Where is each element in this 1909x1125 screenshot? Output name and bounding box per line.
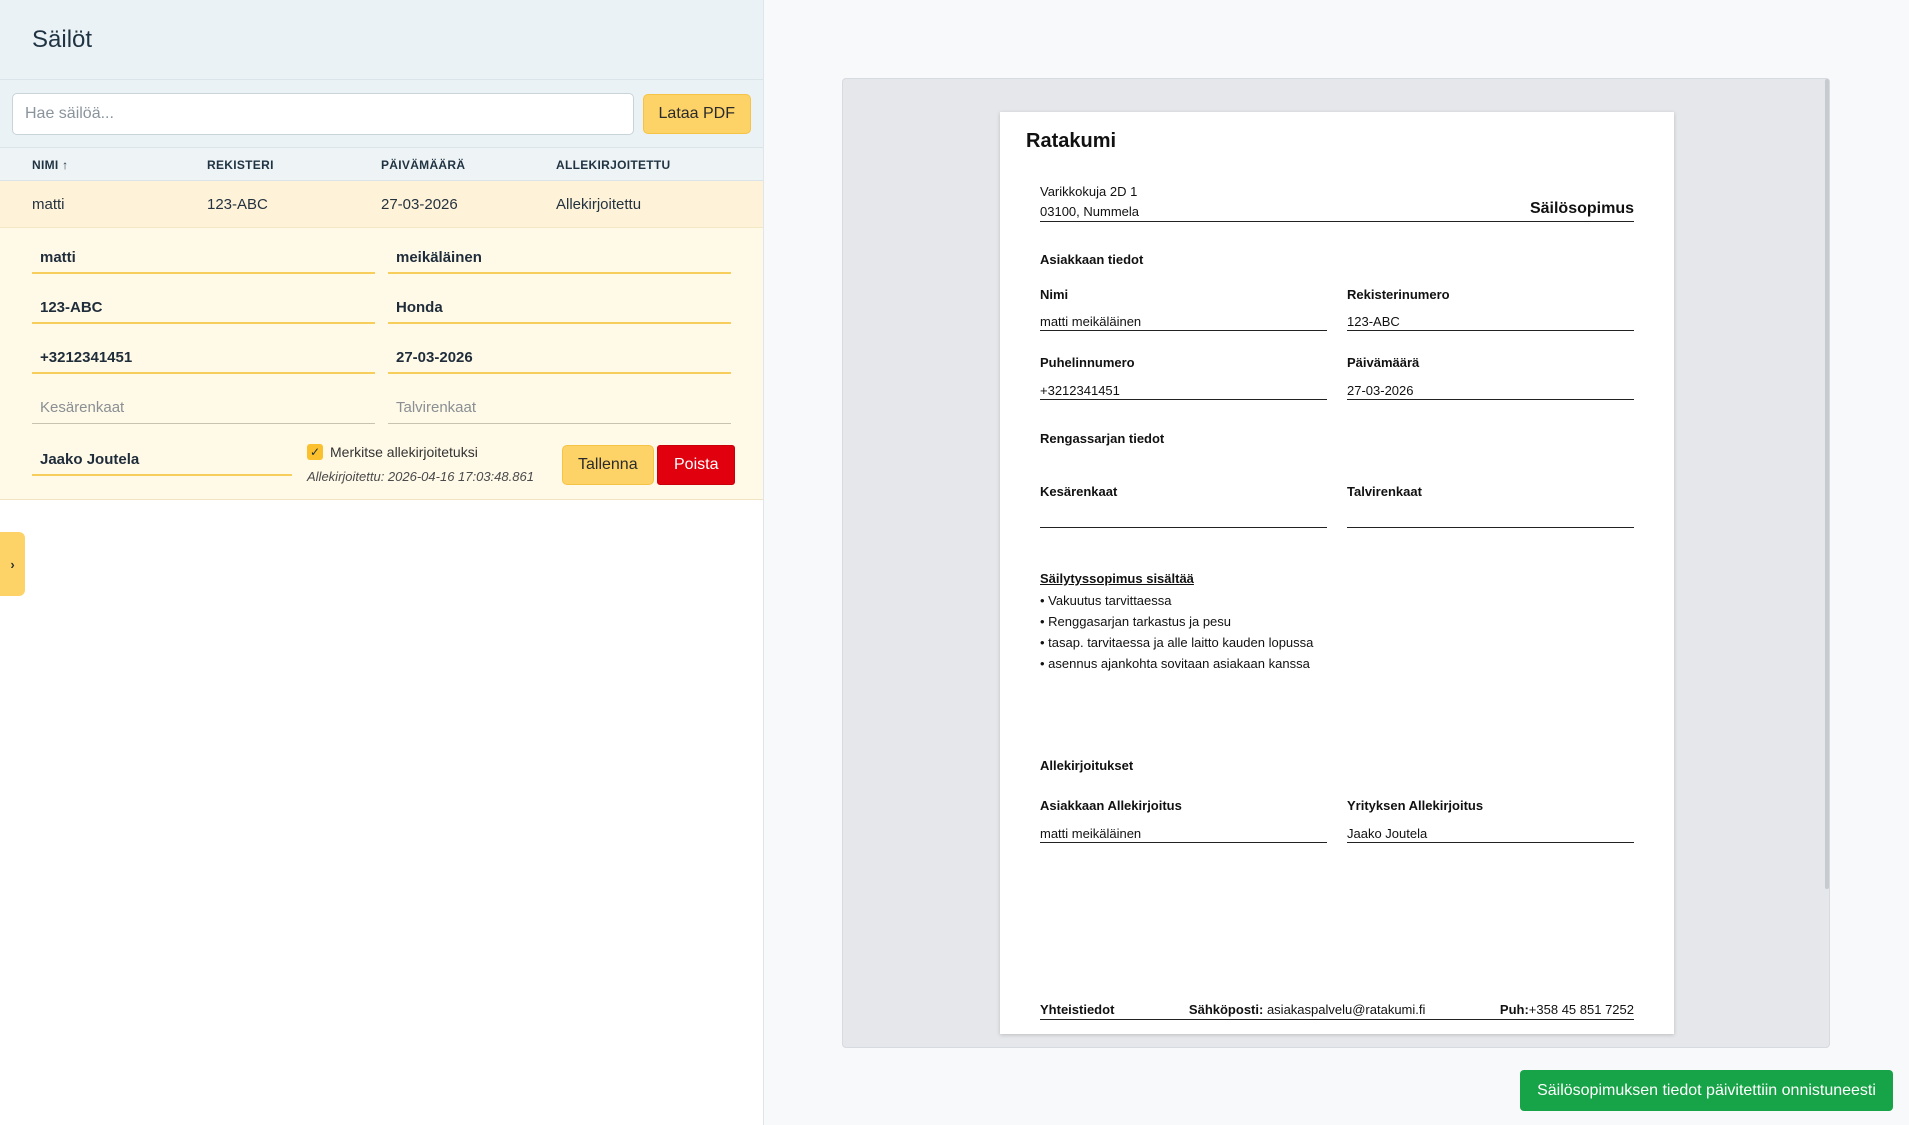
plate-value: 123-ABC bbox=[1347, 314, 1400, 329]
company-name: Ratakumi bbox=[1026, 130, 1117, 152]
success-toast[interactable]: Säilösopimuksen tiedot päivitettiin onnistuneesti bbox=[1520, 1070, 1893, 1111]
plate-label: Rekisterinumero bbox=[1347, 287, 1450, 302]
first-name-field[interactable] bbox=[32, 242, 375, 274]
phone-field[interactable] bbox=[32, 342, 375, 374]
address-line2: 03100, Nummela bbox=[1040, 204, 1139, 219]
row-signed: Allekirjoitettu bbox=[556, 196, 642, 213]
toolbar bbox=[0, 80, 763, 148]
storage-panel bbox=[0, 0, 764, 1125]
company-signature-value: Jaako Joutela bbox=[1347, 826, 1428, 841]
header-divider bbox=[1040, 221, 1634, 222]
car-brand-field[interactable] bbox=[388, 292, 731, 324]
column-header-date[interactable]: PÄIVÄMÄÄRÄ bbox=[381, 158, 466, 172]
delete-button[interactable]: Poista bbox=[657, 445, 735, 485]
date-label: Päivämäärä bbox=[1347, 355, 1420, 370]
pdf-page bbox=[1000, 112, 1674, 1034]
name-value: matti meikäläinen bbox=[1040, 314, 1142, 329]
phone-label: Puhelinnumero bbox=[1040, 355, 1135, 370]
search-input[interactable] bbox=[12, 93, 634, 135]
document-title: Säilösopimus bbox=[1529, 200, 1634, 217]
footer-email-label: Sähköposti: bbox=[1188, 1002, 1264, 1017]
footer-email bbox=[1189, 1002, 1425, 1017]
panel-title: Säilöt bbox=[32, 25, 93, 53]
row-plate: 123-ABC bbox=[207, 196, 268, 213]
table-row[interactable] bbox=[0, 181, 763, 228]
footer-phone-value: +358 45 851 7252 bbox=[1528, 1002, 1634, 1017]
customer-signature-value: matti meikäläinen bbox=[1040, 826, 1142, 841]
date-value: 27-03-2026 bbox=[1347, 383, 1414, 398]
phone-value: +3212341451 bbox=[1040, 383, 1120, 398]
company-address bbox=[1040, 182, 1139, 222]
table-header bbox=[0, 148, 763, 181]
pdf-preview[interactable] bbox=[842, 78, 1830, 1048]
footer-contact-title: Yhteistiedot bbox=[1040, 1002, 1115, 1017]
signed-timestamp: Allekirjoitettu: 2026-04-16 17:03:48.861 bbox=[307, 469, 534, 484]
expand-toggle[interactable] bbox=[0, 532, 25, 596]
row-name: matti bbox=[32, 196, 65, 213]
phone-line bbox=[1040, 399, 1327, 400]
list-item: • Vakuutus tarvittaessa bbox=[1040, 590, 1313, 611]
list-item: • Renggasarjan tarkastus ja pesu bbox=[1040, 611, 1313, 632]
row-editor bbox=[0, 228, 763, 500]
customer-section-title: Asiakkaan tiedot bbox=[1040, 252, 1144, 267]
summer-tires-field[interactable] bbox=[32, 392, 375, 424]
chevron-right-icon: › bbox=[10, 556, 15, 572]
checkmark-icon[interactable]: ✓ bbox=[307, 444, 323, 460]
row-date: 27-03-2026 bbox=[381, 196, 458, 213]
company-signature-line bbox=[1347, 842, 1634, 843]
plate-field[interactable] bbox=[32, 292, 375, 324]
footer-email-value: asiakaspalvelu@ratakumi.fi bbox=[1266, 1002, 1426, 1017]
footer-phone-label: Puh: bbox=[1499, 1002, 1529, 1017]
download-pdf-button[interactable]: Lataa PDF bbox=[643, 94, 751, 134]
winter-tires-line bbox=[1347, 527, 1634, 528]
company-signature-label: Yrityksen Allekirjoitus bbox=[1347, 798, 1484, 813]
signatures-section-title: Allekirjoitukset bbox=[1040, 758, 1134, 773]
includes-list bbox=[1040, 590, 1313, 674]
tire-section-title: Rengassarjan tiedot bbox=[1040, 431, 1165, 446]
footer-phone bbox=[1500, 1002, 1634, 1017]
customer-signature-line bbox=[1040, 842, 1327, 843]
name-label: Nimi bbox=[1040, 287, 1069, 302]
footer-divider bbox=[1040, 1019, 1634, 1020]
save-button[interactable]: Tallenna bbox=[562, 445, 654, 485]
list-item: • tasap. tarvitaessa ja alle laitto kauden lopussa bbox=[1040, 632, 1313, 653]
scrollbar[interactable] bbox=[1825, 79, 1829, 889]
customer-signature-label: Asiakkaan Allekirjoitus bbox=[1040, 798, 1182, 813]
mark-signed-label: Merkitse allekirjoitetuksi bbox=[330, 444, 478, 460]
column-header-signed[interactable]: ALLEKIRJOITETTU bbox=[556, 158, 671, 172]
address-line1: Varikkokuja 2D 1 bbox=[1040, 184, 1138, 199]
list-item: • asennus ajankohta sovitaan asiakaan kanssa bbox=[1040, 653, 1313, 674]
signer-field[interactable] bbox=[32, 444, 292, 476]
winter-tires-label: Talvirenkaat bbox=[1347, 484, 1422, 499]
plate-line bbox=[1347, 330, 1634, 331]
summer-tires-label: Kesärenkaat bbox=[1040, 484, 1118, 499]
name-line bbox=[1040, 330, 1327, 331]
mark-signed-checkbox[interactable] bbox=[307, 444, 478, 460]
column-header-name[interactable]: NIMI ↑ bbox=[32, 158, 69, 172]
includes-title: Säilytyssopimus sisältää bbox=[1040, 571, 1194, 586]
summer-tires-line bbox=[1040, 527, 1327, 528]
date-field[interactable] bbox=[388, 342, 731, 374]
date-line bbox=[1347, 399, 1634, 400]
last-name-field[interactable] bbox=[388, 242, 731, 274]
document-footer bbox=[1040, 1002, 1634, 1017]
column-header-plate[interactable]: REKISTERI bbox=[207, 158, 274, 172]
winter-tires-field[interactable] bbox=[388, 392, 731, 424]
panel-header bbox=[0, 0, 763, 80]
